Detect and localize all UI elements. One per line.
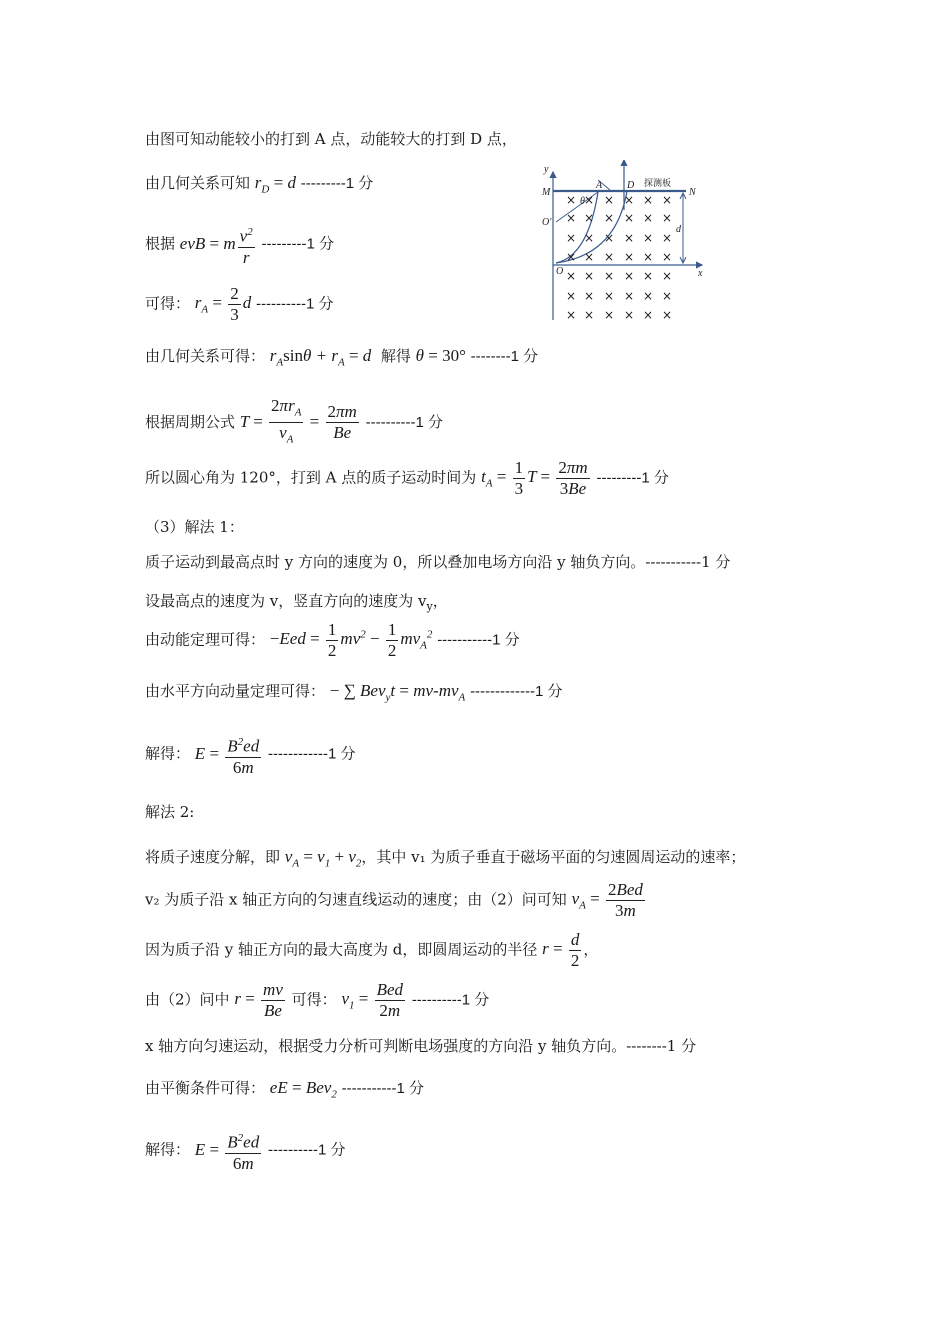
label-x: x <box>698 268 703 279</box>
svg-text:×: × <box>584 193 595 207</box>
line-balance: 由平衡条件可得： eE = Bev$_2$ -----------1 分 <box>145 1078 425 1101</box>
formula-momentum: − ∑ $Bev_yt = mv-mv_A$ <box>329 681 466 704</box>
svg-text:×: × <box>662 289 673 303</box>
label-d-distance: d <box>676 224 681 235</box>
svg-text:×: × <box>566 193 577 207</box>
svg-text:×: × <box>643 193 654 207</box>
line-conclusion-points: 由图可知动能较小的打到 A 点，动能较大的打到 D 点， <box>145 130 517 148</box>
formula-energy: −Eed = $\frac{1}{2}$ $mv^2$ − $\frac{1}{2}$ $mv_A^2$ <box>269 620 433 660</box>
formula-va: $v_A$ = $\frac{\text{2Bed}}{3m}$ <box>571 880 643 920</box>
svg-text:×: × <box>643 231 654 245</box>
formula-v1: $v_1$ = $\frac{\text{Bed}}{2m}$ <box>341 980 404 1020</box>
line-decompose: 将质子速度分解，即 $v_A = v_1 + v_2$，其中 v₁ 为质子垂直于磁场平面的匀速圆周运动的速率； <box>145 847 746 870</box>
svg-text:×: × <box>604 211 615 225</box>
svg-text:×: × <box>624 250 635 264</box>
svg-text:×: × <box>566 231 577 245</box>
svg-text:×: × <box>604 308 615 322</box>
svg-text:×: × <box>584 211 595 225</box>
field-crosses <box>566 193 672 322</box>
svg-text:×: × <box>624 211 635 225</box>
label-m: M <box>542 187 551 198</box>
formula-rd: $r_D = d$ <box>254 173 296 196</box>
line-x-uniform: x 轴方向匀速运动，根据受力分析可判断电场强度的方向沿 y 轴负方向。--------1 分 <box>145 1037 697 1055</box>
line-theta: 由几何关系可得： $r_A\sin\theta + r_A = d$ 解得 θ = 30° --------1 分 <box>145 346 539 369</box>
label-theta: θ <box>580 196 585 207</box>
formula-e1: E = $\frac{B^2ed}{6m}$ <box>195 744 263 763</box>
line-method2-heading: 解法 2: <box>145 803 195 821</box>
magnetic-field-diagram <box>536 160 708 326</box>
formula-theta: θ = 30° <box>415 346 466 365</box>
formula-time: $t_A$ = $\frac{1}{3}$ T = $\frac{2\pi m}{3Be}$ <box>481 458 588 498</box>
line-v1: 由（2）问中 r = $\frac{mv}{Be}$ 可得： $v_1$ = $\frac{\text{Bed}}{2m}$ ----------1 分 <box>145 980 490 1020</box>
label-n: N <box>689 187 696 198</box>
svg-text:×: × <box>566 211 577 225</box>
svg-text:×: × <box>662 308 673 322</box>
formula-evb: evB = m $\frac{v^2}{r}$ <box>180 234 257 253</box>
line-top-velocity: 设最高点的速度为 v，竖直方向的速度为 $v_y$， <box>145 592 448 613</box>
line-result-1: 解得： E = $\frac{B^2ed}{6m}$ ------------1 分 <box>145 732 355 778</box>
svg-text:×: × <box>662 269 673 283</box>
line-va: v₂ 为质子沿 x 轴正方向的匀速直线运动的速度；由（2）问可知 $v_A$ = $\frac{\text{2Bed}}{3m}$ <box>145 880 647 921</box>
svg-text:×: × <box>604 193 615 207</box>
svg-text:×: × <box>566 289 577 303</box>
svg-text:×: × <box>584 250 595 264</box>
svg-text:×: × <box>604 289 615 303</box>
line-ra: 可得： $r_A$ = $\frac{2}{3}$ d ----------1 分 <box>145 284 334 324</box>
formula-radius: r = $\frac{d}{2}$ <box>542 930 580 970</box>
svg-text:×: × <box>604 250 615 264</box>
label-detector-board: 探测板 <box>644 179 672 189</box>
svg-text:×: × <box>624 231 635 245</box>
line-geometry-rd: 由几何关系可知 $r_D = d$ ---------1 分 <box>145 173 374 196</box>
svg-text:×: × <box>566 250 577 264</box>
formula-e2: E = $\frac{B^2ed}{6m}$ <box>195 1140 263 1159</box>
svg-text:×: × <box>643 250 654 264</box>
formula-geometry: $r_A\sin\theta + r_A = d$ <box>269 346 372 369</box>
svg-text:×: × <box>584 269 595 283</box>
svg-text:×: × <box>566 269 577 283</box>
formula-balance: eE = Bev$_2$ <box>269 1078 337 1101</box>
svg-text:×: × <box>662 231 673 245</box>
line-field-direction: 质子运动到最高点时 y 方向的速度为 0，所以叠加电场方向沿 y 轴负方向。-----------1 分 <box>145 553 731 571</box>
svg-text:×: × <box>662 193 673 207</box>
svg-text:×: × <box>604 231 615 245</box>
formula-decompose: $v_A = v_1 + v_2$ <box>284 847 362 870</box>
line-momentum-theorem: 由水平方向动量定理可得： − ∑ $Bev_yt = mv-mv_A$ -------------1 分 <box>145 681 563 704</box>
svg-text:×: × <box>604 269 615 283</box>
svg-text:×: × <box>643 308 654 322</box>
svg-text:×: × <box>643 269 654 283</box>
line-result-2: 解得： E = $\frac{B^2ed}{6m}$ ----------1 分 <box>145 1128 345 1174</box>
label-a: A <box>596 180 603 191</box>
line-method1-heading: （3）解法 1： <box>145 518 244 536</box>
line-period: 根据周期公式 T = $\frac{2\pi r_A}{v_A}$ = $\frac{2\pi m}{Be}$ ----------1 分 <box>145 396 444 446</box>
svg-text:×: × <box>624 193 635 207</box>
svg-text:×: × <box>624 289 635 303</box>
svg-text:×: × <box>643 211 654 225</box>
svg-text:×: × <box>662 250 673 264</box>
label-o: O <box>556 266 564 277</box>
svg-text:×: × <box>584 308 595 322</box>
formula-r-mv: r = $\frac{mv}{Be}$ <box>234 980 283 1020</box>
line-energy-theorem: 由动能定理可得： −Eed = $\frac{1}{2}$ $mv^2$ − $\frac{1}{2}$ $mv_A^2$ -----------1 分 <box>145 620 520 660</box>
label-d-point: D <box>627 180 635 191</box>
svg-text:×: × <box>643 289 654 303</box>
svg-text:×: × <box>566 308 577 322</box>
line-radius: 因为质子沿 y 轴正方向的最大高度为 d，即圆周运动的半径 r = $\frac{d}{2}$ ， <box>145 930 599 970</box>
formula-ra: $r_A$ = $\frac{2}{3}$ d <box>194 284 252 324</box>
formula-period: T = $\frac{2\pi r_A}{v_A}$ = $\frac{2\pi m}{Be}$ <box>239 396 357 446</box>
svg-text:×: × <box>584 289 595 303</box>
label-y: y <box>544 164 549 175</box>
svg-text:×: × <box>624 269 635 283</box>
svg-text:×: × <box>584 231 595 245</box>
svg-text:×: × <box>662 211 673 225</box>
label-o-prime: O' <box>542 217 552 228</box>
svg-text:×: × <box>624 308 635 322</box>
line-lorentz: 根据 evB = m $\frac{v^2}{r}$ ---------1 分 <box>145 222 334 268</box>
line-time: 所以圆心角为 120°，打到 A 点的质子运动时间为 $t_A$ = $\frac{1}{3}$ T = $\frac{2\pi m}{3Be}$ ---------1 分 <box>145 458 669 498</box>
